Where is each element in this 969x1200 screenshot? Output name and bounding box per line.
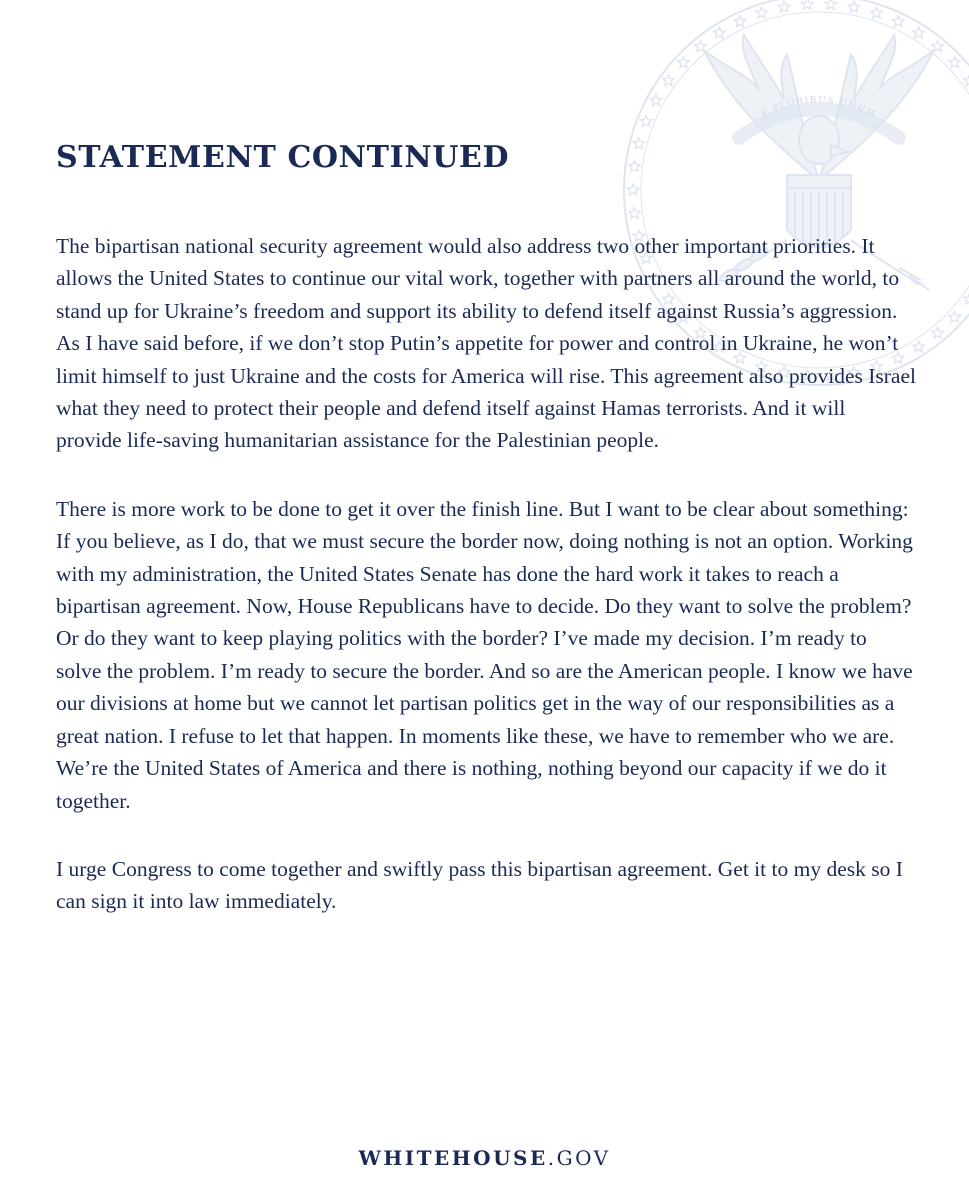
seal-star-icon — [663, 75, 674, 86]
seal-star-icon — [778, 1, 790, 12]
statement-paragraph-2: There is more work to be done to get it over the finish line. But I want to be clear about something: If you believe, as I do, that we must secure the border now, doing nothing is not an option. Working with my administration, the United States Senate has done the hard work it takes to reach a bipartisan agreement. Now, House Republicans have to decide. Do they want to solve the problem? Or do they want to keep playing politics with the border? I’ve made my decision. I’m ready to solve the problem. I’m ready to secure the border. And so are the American people. I know we have our divisions at home but we cannot let partisan politics get in the way of our responsibilities as a great nation. I refuse to let that happen. In moments like these, we have to remember who we are. We’re the United States of America and there is nothing, nothing beyond our capacity if we do it together. — [56, 496, 913, 813]
seal-star-icon — [629, 207, 640, 218]
seal-star-icon — [913, 27, 924, 38]
seal-star-icon — [949, 311, 960, 322]
seal-star-icon — [932, 327, 943, 338]
seal-star-icon — [893, 16, 904, 27]
seal-star-icon — [756, 7, 767, 18]
seal-star-icon — [629, 161, 640, 172]
statement-paragraph-1: The bipartisan national security agreement would also address two other important priorities. It allows the United States to continue our vital work, together with partners all around the world, to stand up for Ukraine’s freedom and support its ability to defend itself against Russia’s aggression. As I have said before, if we don’t stop Putin’s appetite for power and control in Ukraine, he won’t limit himself to just Ukraine and the costs for America will rise. This agreement also provides Israel what they need to protect their people and defend itself against Hamas terrorists. And it will provide life-saving humanitarian assistance for the Palestinian people. — [56, 234, 916, 453]
seal-motto: E PLURIBUS UNUM — [760, 95, 878, 121]
footer-site-link[interactable] — [0, 1146, 969, 1170]
seal-star-icon — [949, 57, 960, 68]
page-title: STATEMENT CONTINUED — [56, 140, 510, 175]
seal-star-icon — [825, 0, 836, 9]
seal-star-icon — [678, 57, 689, 68]
statement-body — [56, 230, 916, 954]
statement-paragraph-3: I urge Congress to come together and swiftly pass this bipartisan agreement. Get it to my desk so I can sign it into law immediately. — [56, 856, 903, 914]
seal-star-icon — [964, 293, 969, 304]
seal-star-icon — [650, 94, 661, 105]
seal-star-icon — [802, 0, 813, 9]
seal-star-icon — [734, 16, 745, 27]
seal-star-icon — [871, 7, 882, 18]
seal-star-icon — [633, 138, 644, 149]
seal-star-icon — [964, 75, 969, 86]
seal-star-icon — [640, 116, 651, 127]
seal-star-icon — [627, 184, 638, 195]
seal-star-icon — [714, 27, 725, 38]
footer-site-suffix: .GOV — [547, 1146, 611, 1170]
footer-site-name: WHITEHOUSE — [358, 1146, 548, 1170]
seal-star-icon — [848, 1, 860, 12]
